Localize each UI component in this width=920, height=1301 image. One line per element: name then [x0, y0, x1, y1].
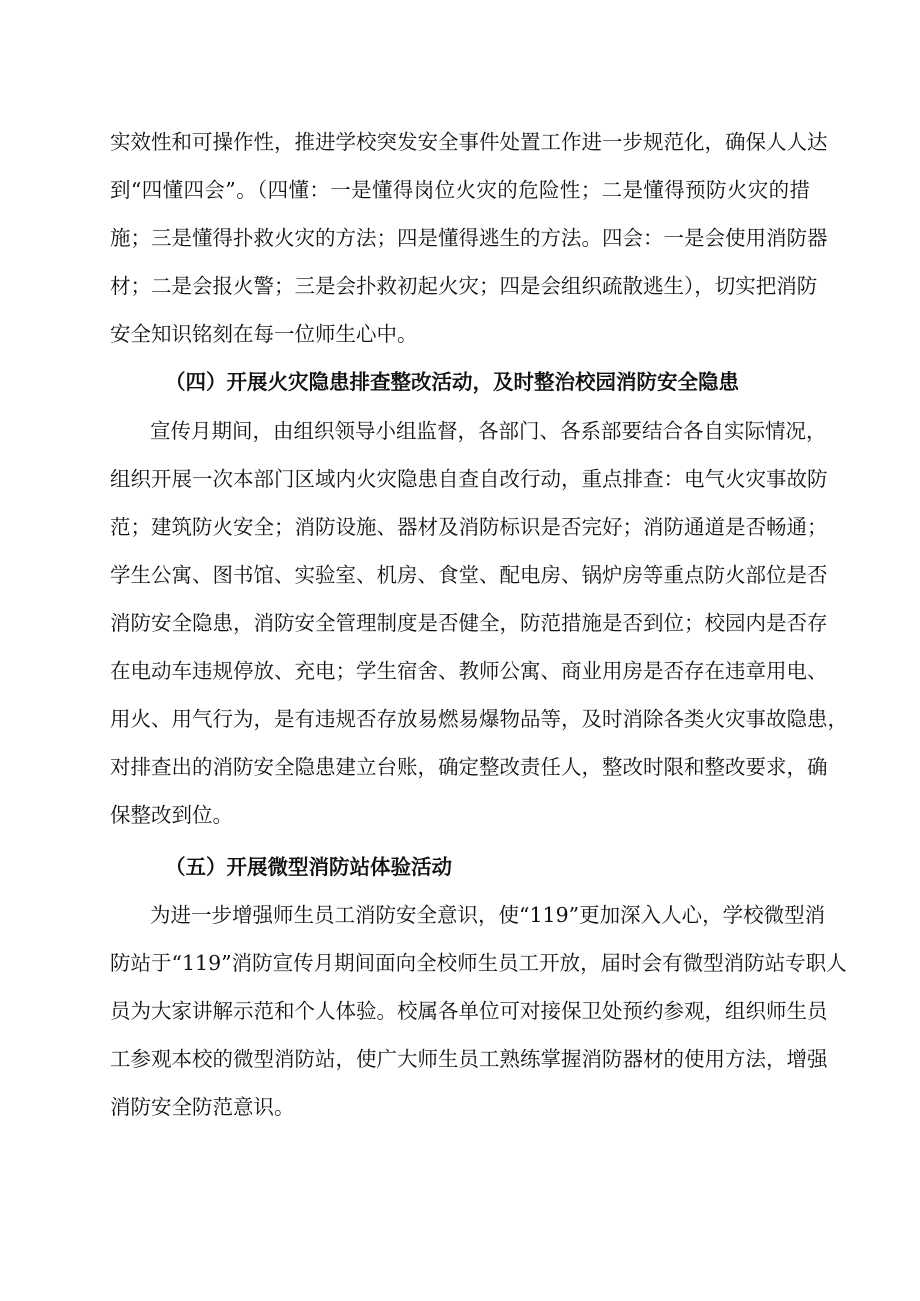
paragraph-line: 员为大家讲解示范和个人体验。校属各单位可对接保卫处预约参观，组织师生员 [110, 999, 828, 1023]
paragraph-line: 实效性和可操作性，推进学校突发安全事件处置工作进一步规范化，确保人人达 [110, 130, 828, 154]
paragraph-line: 在电动车违规停放、充电；学生宿舍、教师公寓、商业用房是否存在违章用电、 [110, 659, 828, 683]
section-5-heading: （五）开展微型消防站体验活动 [165, 855, 452, 879]
paragraph-line: 宣传月期间，由组织领导小组监督，各部门、各系部要结合各自实际情况， [150, 419, 827, 443]
paragraph-line: 消防安全防范意识。 [110, 1095, 295, 1119]
paragraph-line: 材；二是会报火警；三是会扑救初起火灾；四是会组织疏散逃生），切实把消防 [110, 274, 818, 298]
paragraph-line: 消防安全隐患，消防安全管理制度是否健全，防范措施是否到位；校园内是否存 [110, 611, 828, 635]
paragraph-line: 对排查出的消防安全隐患建立台账，确定整改责任人，整改时限和整改要求，确 [110, 755, 828, 779]
paragraph-line: 施；三是懂得扑救火灾的方法；四是懂得逃生的方法。四会：一是会使用消防器 [110, 226, 828, 250]
paragraph-line: 防站于“119”消防宣传月期间面向全校师生员工开放，届时会有微型消防站专职人 [110, 951, 847, 975]
paragraph-line: 到“四懂四会”。（四懂：一是懂得岗位火灾的危险性；二是懂得预防火灾的措 [110, 178, 810, 202]
section-4-heading: （四）开展火灾隐患排查整改活动，及时整治校园消防安全隐患 [165, 370, 739, 394]
paragraph-line: 学生公寓、图书馆、实验室、机房、食堂、配电房、锅炉房等重点防火部位是否 [110, 563, 828, 587]
paragraph-line: 安全知识铭刻在每一位师生心中。 [110, 322, 418, 346]
paragraph-line: 保整改到位。 [110, 803, 233, 827]
paragraph-line: 工参观本校的微型消防站，使广大师生员工熟练掌握消防器材的使用方法，增强 [110, 1047, 828, 1071]
paragraph-line: 组织开展一次本部门区域内火灾隐患自查自改行动，重点排查：电气火灾事故防 [110, 467, 828, 491]
paragraph-line: 用火、用气行为，是有违规否存放易燃易爆物品等，及时消除各类火灾事故隐患， [110, 707, 848, 731]
paragraph-line: 范；建筑防火安全；消防设施、器材及消防标识是否完好；消防通道是否畅通； [110, 515, 828, 539]
paragraph-line: 为进一步增强师生员工消防安全意识，使“119”更加深入人心，学校微型消 [150, 903, 826, 927]
